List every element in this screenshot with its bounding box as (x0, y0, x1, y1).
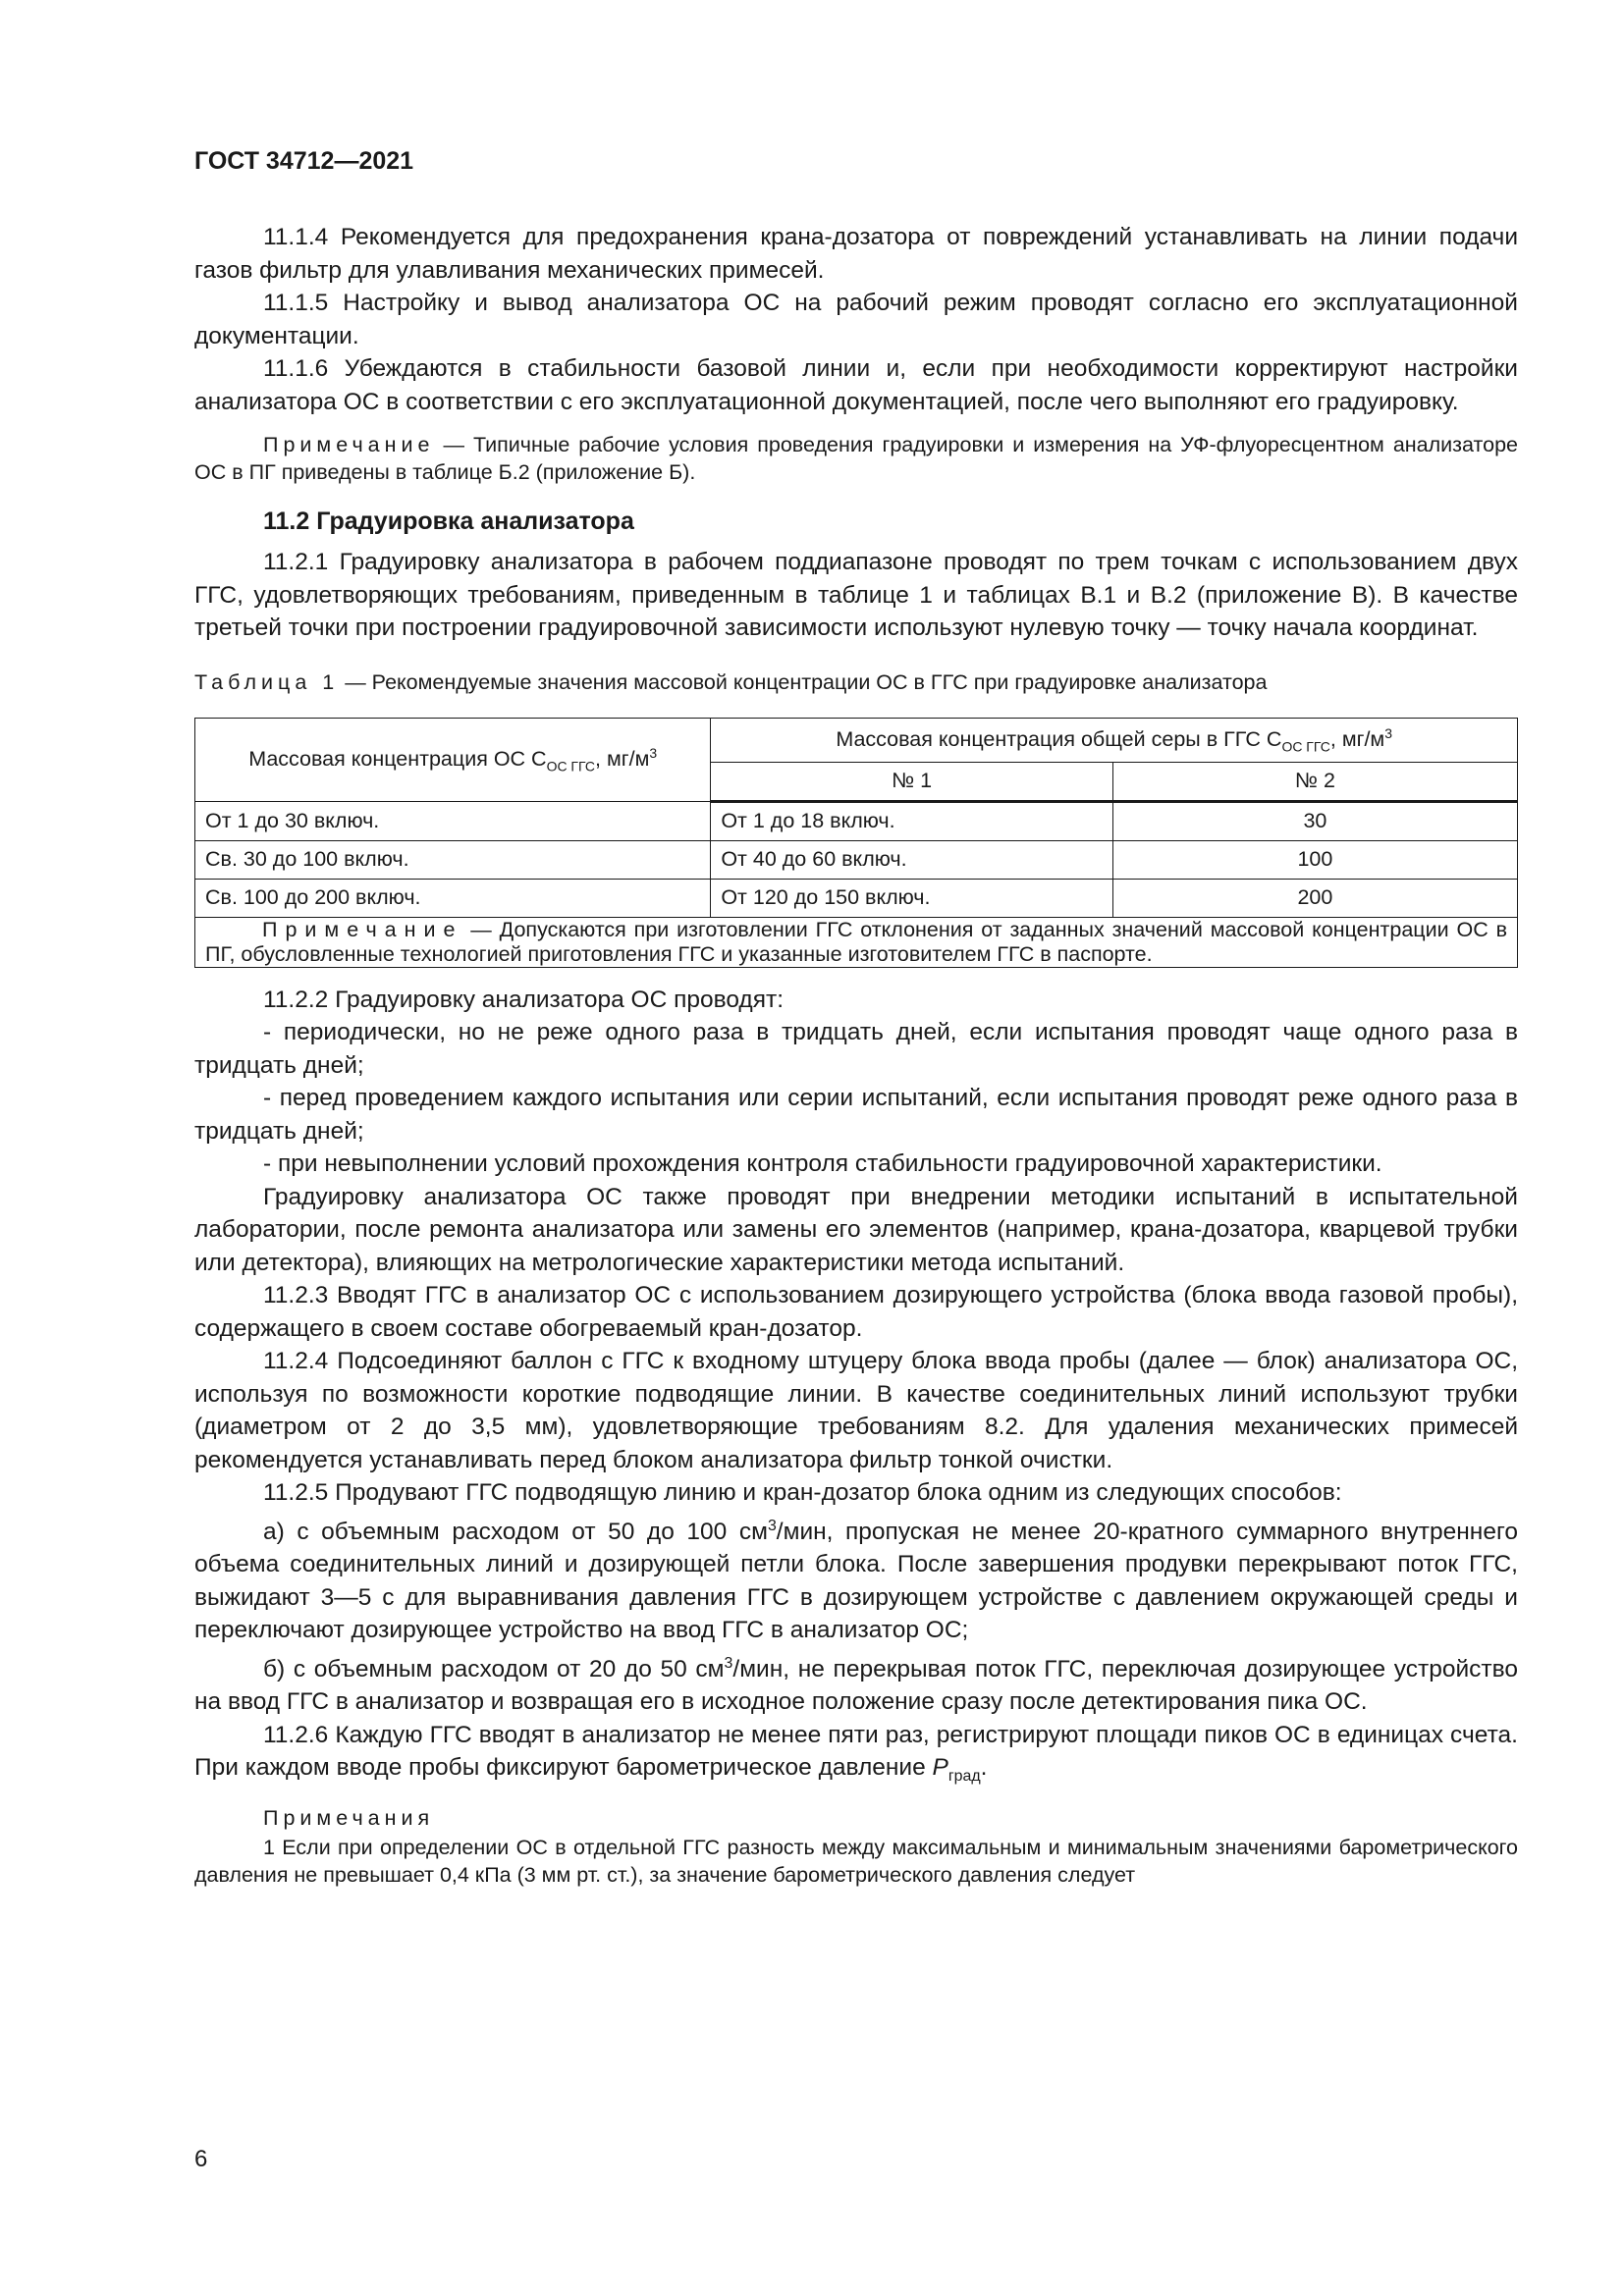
page-content (194, 221, 1518, 1889)
paragraph-11-2-5: 11.2.5 Продувают ГГС подводящую линию и кран-дозатор блока одним из следующих способов: (263, 1479, 1342, 1506)
paragraph-11-2-1: 11.2.1 Градуировку анализатора в рабочем поддиапазоне проводят по трем точкам с использованием двух ГГС, удовлетворяющих требованиям, приведенным в таблице 1 и таблицах В.1 и В.2 (приложение В). В качестве третьей точки при построении градуировочной зависимости используют нулевую точку — точку начала координат. (194, 549, 1518, 641)
table-note-text: — Допускаются при изготовлении ГГС отклонения от заданных значений массовой концентрации ОС в ПГ, обусловленные технологией приготовления ГГС и указанные изготовителем ГГС в паспорте. (205, 917, 1507, 966)
list-item: - периодически, но не реже одного раза в тридцать дней, если испытания проводят чаще одного раза в тридцать дней; (194, 1019, 1518, 1079)
table-row (195, 840, 1518, 879)
paragraph-11-2-2: 11.2.2 Градуировку анализатора ОС проводят: (263, 986, 785, 1013)
note-typical-conditions (194, 432, 1518, 486)
table-header-sulfur: Массовая концентрация общей серы в ГГС $С_{ОС ГГС}$, $мг/м^3$ (711, 718, 1518, 762)
table-row (195, 801, 1518, 840)
paragraph-11-2-3: 11.2.3 Вводят ГГС в анализатор ОС с использованием дозирующего устройства (блока ввода газовой пробы), содержащего в своем составе обогреваемый кран-дозатор. (194, 1282, 1518, 1342)
calibration-table (194, 718, 1518, 968)
table-subheader-n1: № 1 (711, 762, 1112, 801)
paragraph-11-2-6: 11.2.6 Каждую ГГС вводят в анализатор не менее пяти раз, регистрируют площади пиков ОС в единицах счета. При каждом вводе пробы фиксируют барометрическое давление $P_{град}$. (194, 1721, 1518, 1786)
paragraph-11-2-4: 11.2.4 Подсоединяют баллон с ГГС к входному штуцеру блока ввода пробы (далее — блок) анализатора ОС, используя по возможности короткие подводящие линии. В качестве соединительных линий используют трубки (диаметром от 2 до 3,5 мм), удовлетворяющие требованиям 8.2. Для удаления механических примесей рекомендуется устанавливать перед блоком анализатора фильтр тонкой очистки. (194, 1348, 1518, 1473)
note-label: Примечание (263, 433, 435, 456)
table-cell-range: Св. 100 до 200 включ. (195, 879, 711, 917)
list-item: - при невыполнении условий прохождения контроля стабильности градуировочной характеристики. (263, 1150, 1382, 1177)
table-caption-label: Таблица 1 (194, 669, 340, 694)
table-cell-n2: 200 (1112, 879, 1517, 917)
table-row (195, 879, 1518, 917)
document-code: ГОСТ 34712—2021 (194, 147, 414, 175)
page-number: 6 (194, 2146, 208, 2172)
table-note (195, 917, 1518, 967)
paragraph-11-1-4: 11.1.4 Рекомендуется для предохранения крана-дозатора от повреждений устанавливать на линии подачи газов фильтр для улавливания механических примесей. (194, 224, 1518, 284)
paragraph-method-b: б) с объемным расходом от 20 до 50 $см^3$/мин, не перекрывая поток ГГС, переключая дозирующее устройство на ввод ГГС в анализатор и возвращая его в исходное положение сразу после детектирования пика ОС. (194, 1654, 1518, 1716)
table-caption-text: — Рекомендуемые значения массовой концентрации ОС в ГГС при градуировке анализатора (339, 669, 1268, 694)
notes-heading: Примечания (263, 1805, 435, 1830)
table-cell-range: Св. 30 до 100 включ. (195, 840, 711, 879)
paragraph-11-1-6: 11.1.6 Убеждаются в стабильности базовой линии и, если при необходимости корректируют настройки анализатора ОС в соответствии с его эксплуатационной документацией, после чего выполняют его градуировку. (194, 355, 1518, 415)
table-header-range: Массовая концентрация ОС $С_{ОС ГГС}$, $мг/м^3$ (195, 718, 711, 801)
table-cell-n1: От 1 до 18 включ. (711, 801, 1112, 840)
table-cell-n2: 30 (1112, 801, 1517, 840)
paragraph-method-a: а) с объемным расходом от 50 до 100 $см^3$/мин, пропуская не менее 20-кратного суммарного внутреннего объема соединительных линий и дозирующей петли блока. После завершения продувки перекрывают поток ГГС, выжидают 3—5 с для выравнивания давления ГГС в дозирующем устройстве с давлением окружающей среды и переключают дозирующее устройство на ввод ГГС в анализатор ОС; (194, 1517, 1518, 1644)
note-text: — Типичные рабочие условия проведения градуировки и измерения на УФ-флуоресцентном анализаторе ОС в ПГ приведены в таблице Б.2 (приложение Б). (194, 433, 1518, 484)
list-item: - перед проведением каждого испытания или серии испытаний, если испытания проводят реже одного раза в тридцать дней; (194, 1085, 1518, 1145)
table-cell-n1: От 120 до 150 включ. (711, 879, 1112, 917)
note-item-1: 1 Если при определении ОС в отдельной ГГС разность между максимальным и минимальным значениями барометрического давления не превышает 0,4 кПа (3 мм рт. ст.), за значение барометрического давления следует (194, 1835, 1518, 1887)
table-cell-n1: От 40 до 60 включ. (711, 840, 1112, 879)
table-subheader-n2: № 2 (1112, 762, 1517, 801)
table-note-label: Примечание (262, 917, 463, 941)
table-cell-n2: 100 (1112, 840, 1517, 879)
paragraph-also-calibrate: Градуировку анализатора ОС также проводят при внедрении методики испытаний в испытательной лаборатории, после ремонта анализатора или замены его элементов (например, крана-дозатора, кварцевой трубки или детектора), влияющих на метрологические характеристики метода испытаний. (194, 1183, 1518, 1276)
paragraph-11-1-5: 11.1.5 Настройку и вывод анализатора ОС на рабочий режим проводят согласно его эксплуатационной документации. (194, 290, 1518, 349)
table-cell-range: От 1 до 30 включ. (195, 801, 711, 840)
section-heading-11-2: 11.2 Градуировка анализатора (263, 507, 634, 535)
table-caption (194, 668, 1518, 696)
